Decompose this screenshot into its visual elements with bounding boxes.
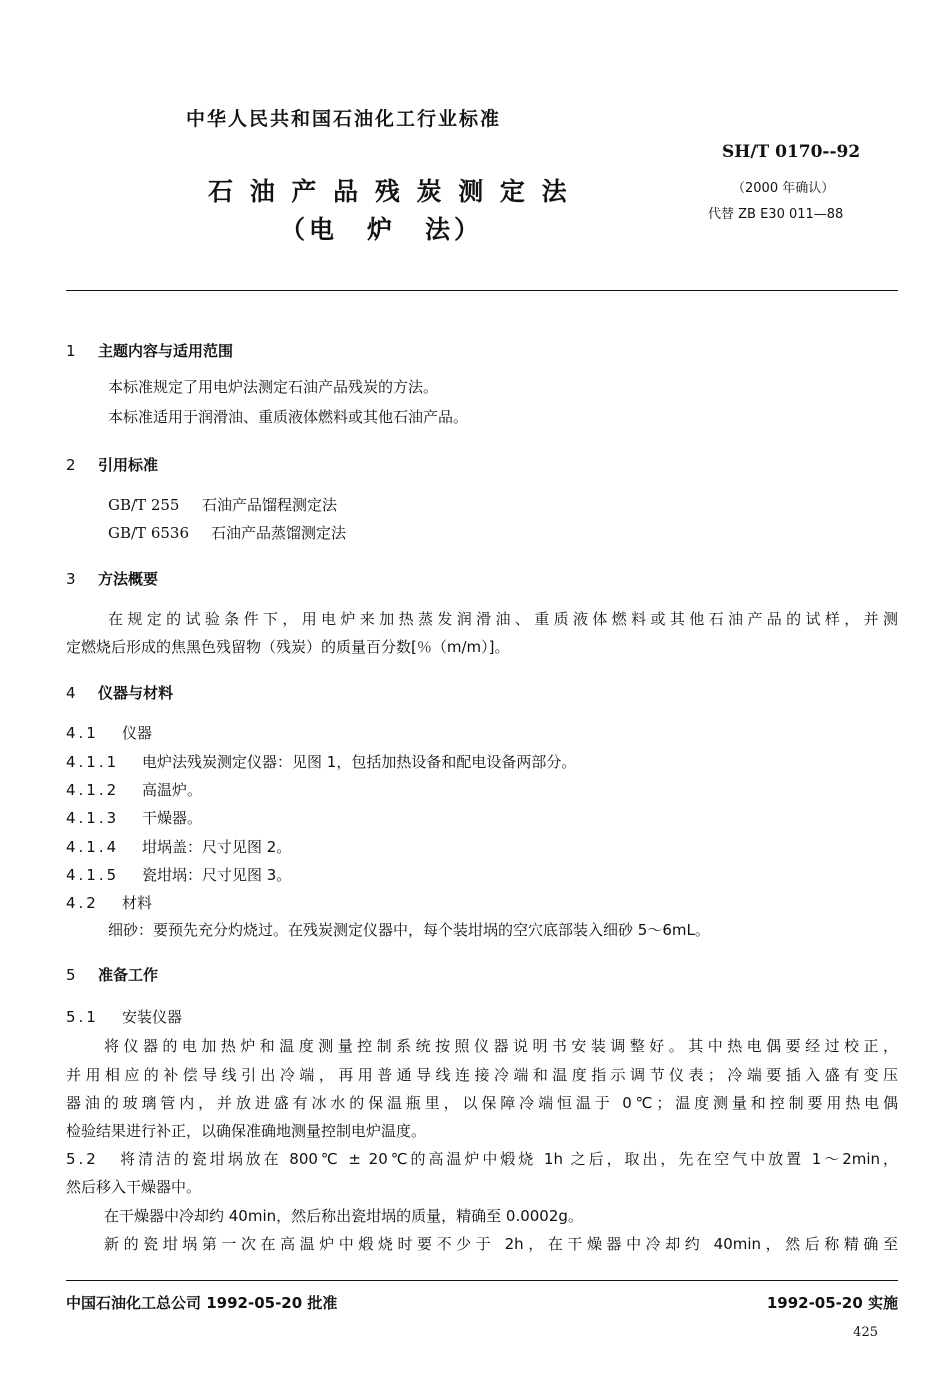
confirmation-note: （2000 年确认） [732, 181, 835, 196]
clause-number: 5.2 [66, 1150, 99, 1168]
clause-5-1-line-4: 检验结果进行补正，以确保准确地测量控制电炉温度。 [66, 1122, 427, 1140]
reference-name: 石油产品蒸馏测定法 [211, 524, 347, 542]
section-title: 准备工作 [98, 966, 159, 984]
clause-text: 仪器 [122, 724, 153, 742]
clause-4-1-3 [66, 807, 202, 828]
header-divider [66, 290, 898, 291]
clause-number: 5.1 [66, 1008, 99, 1026]
clause-number: 4.1.2 [66, 781, 120, 799]
document-subtitle: （电 炉 法） [280, 215, 484, 244]
clause-4-2 [66, 892, 152, 913]
clause-5-2-line-4: 新的瓷坩埚第一次在高温炉中煅烧时要不少于 2h，在干燥器中冷却约 40min，然后称精确至 [104, 1235, 898, 1253]
clause-text: 电炉法残炭测定仪器：见图 1，包括加热设备和配电设备两部分。 [142, 753, 577, 771]
clause-number: 4.1.5 [66, 866, 120, 884]
clause-5-2-line-1 [66, 1146, 898, 1173]
replaces-note: 代替 ZB E30 011—88 [708, 207, 844, 222]
section-3-line-2: 定燃烧后形成的焦黑色残留物（残炭）的质量百分数[％（m/m）]。 [66, 638, 510, 656]
reference-code: GB/T 255 [108, 496, 180, 514]
section-2-heading [66, 454, 158, 475]
section-1-para-2: 本标准适用于润滑油、重质液体燃料或其他石油产品。 [108, 408, 469, 426]
clause-text: 坩埚盖：尺寸见图 2。 [142, 838, 292, 856]
section-number: 5 [66, 966, 76, 984]
clause-5-1 [66, 1006, 182, 1027]
reference-code: GB/T 6536 [108, 524, 190, 542]
reference-2 [108, 520, 346, 547]
footer-divider [66, 1280, 898, 1281]
section-1-para-1: 本标准规定了用电炉法测定石油产品残炭的方法。 [108, 378, 439, 396]
page-number: 425 [853, 1325, 878, 1340]
issuing-body-title: 中华人民共和国石油化工行业标准 [186, 108, 502, 130]
reference-name: 石油产品馏程测定法 [202, 496, 338, 514]
section-5-heading [66, 964, 158, 985]
clause-number: 4.2 [66, 894, 99, 912]
section-number: 2 [66, 456, 76, 474]
clause-5-1-line-3: 器油的玻璃管内，并放进盛有冰水的保温瓶里，以保障冷端恒温于 0℃；温度测量和控制要用热电偶 [66, 1094, 898, 1112]
clause-5-2-line-2: 然后移入干燥器中。 [66, 1178, 202, 1196]
approval-line: 中国石油化工总公司 1992-05-20 批准 [66, 1294, 338, 1312]
section-4-heading [66, 682, 173, 703]
clause-5-1-line-2: 并用相应的补偿导线引出冷端，再用普通导线连接冷端和温度指示调节仪表；冷端要插入盛有变压 [66, 1066, 898, 1084]
section-number: 1 [66, 342, 76, 360]
document-title: 石 油 产 品 残 炭 测 定 法 [208, 177, 571, 206]
section-3-heading [66, 568, 158, 589]
clause-5-1-line-1: 将仪器的电加热炉和温度测量控制系统按照仪器说明书安装调整好。其中热电偶要经过校正， [104, 1037, 898, 1055]
standard-number: SH/T 0170--92 [722, 142, 861, 162]
section-title: 方法概要 [98, 570, 159, 588]
clause-4-1-4 [66, 836, 291, 857]
clause-4-1-5 [66, 864, 291, 885]
clause-text: 安装仪器 [122, 1008, 183, 1026]
clause-5-2-line-3: 在干燥器中冷却约 40min，然后称出瓷坩埚的质量，精确至 0.0002g。 [104, 1207, 583, 1225]
section-title: 主题内容与适用范围 [98, 342, 234, 360]
clause-4-1-2 [66, 779, 202, 800]
clause-text: 高温炉。 [142, 781, 203, 799]
section-title: 仪器与材料 [98, 684, 174, 702]
clause-number: 4.1 [66, 724, 99, 742]
clause-text: 干燥器。 [142, 809, 203, 827]
section-1-heading [66, 340, 233, 361]
clause-number: 4.1.3 [66, 809, 120, 827]
section-number: 3 [66, 570, 76, 588]
section-number: 4 [66, 684, 76, 702]
effective-date: 1992-05-20 实施 [766, 1294, 898, 1312]
clause-number: 4.1.4 [66, 838, 120, 856]
section-title: 引用标准 [98, 456, 159, 474]
sand-paragraph: 细砂：要预先充分灼烧过。在残炭测定仪器中，每个装坩埚的空穴底部装入细砂 5～6mL。 [108, 921, 710, 939]
clause-text: 材料 [122, 894, 153, 912]
section-3-line-1: 在规定的试验条件下，用电炉来加热蒸发润滑油、重质液体燃料或其他石油产品的试样，并测 [108, 610, 898, 628]
clause-number: 4.1.1 [66, 753, 120, 771]
clause-text: 瓷坩埚：尺寸见图 3。 [142, 866, 292, 884]
clause-text: 将清洁的瓷坩埚放在 800℃ ± 20℃的高温炉中煅烧 1h 之后，取出，先在空气中放置 1～2min， [120, 1150, 898, 1168]
clause-4-1-1 [66, 751, 576, 772]
reference-1 [108, 492, 337, 519]
clause-4-1 [66, 722, 152, 743]
